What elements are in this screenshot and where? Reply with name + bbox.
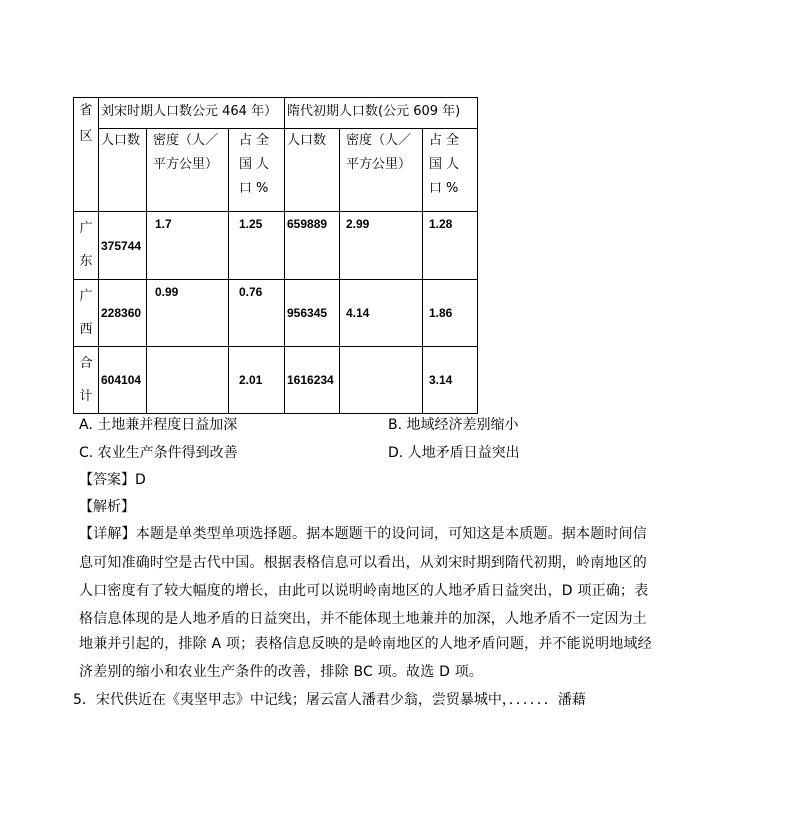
answer-line: 【答案】D <box>79 472 146 488</box>
table-cell: 956345 <box>285 280 340 347</box>
option-b: B. 地域经济差别缩小 <box>388 417 519 433</box>
table-cell: 4.14 <box>340 280 423 347</box>
region-cell: 合计 <box>74 347 99 414</box>
table-cell: 375744 <box>99 212 147 280</box>
table-cell: 0.76 <box>229 280 285 347</box>
table-cell: 659889 <box>285 212 340 280</box>
table-cell: 2.01 <box>229 347 285 414</box>
table-cell: 228360 <box>99 280 147 347</box>
group-header-liusong: 刘宋时期人口数公元 464 年） <box>99 98 285 129</box>
table-cell: 1.86 <box>423 280 478 347</box>
analysis-line: 息可知准确时空是古代中国。根据表格信息可以看出，从刘宋时期到隋代初期，岭南地区的 <box>79 555 647 571</box>
table-cell <box>340 347 423 414</box>
analysis-line: 地兼并引起的，排除 A 项；表格信息反映的是岭南地区的人地矛盾问题，并不能说明地域经 <box>79 636 652 652</box>
next-question: 5．宋代供近在《夷坚甲志》中记线；屠云富人潘君少翁，尝贸暴城中，．．．．．．潘藉 <box>73 692 586 708</box>
sub-header: 密度（人／平方公里） <box>340 129 423 212</box>
table-cell: 1.28 <box>423 212 478 280</box>
analysis-line: 济差别的缩小和农业生产条件的改善，排除 BC 项。故选 D 项。 <box>79 664 484 680</box>
option-a: A. 土地兼并程度日益加深 <box>79 417 238 433</box>
option-c: C. 农业生产条件得到改善 <box>79 445 238 461</box>
sub-header: 人口数 <box>285 129 340 212</box>
population-table <box>73 97 478 414</box>
sub-header: 密度（人／平方公里） <box>147 129 229 212</box>
sub-header: 人口数 <box>99 129 147 212</box>
analysis-line: 格信息体现的是人地矛盾的日益突出，并不能体现土地兼并的加深，人地矛盾不一定因为土 <box>79 611 647 627</box>
analysis-title: 【解析】 <box>79 499 135 515</box>
sub-header: 占全国人口% <box>423 129 478 212</box>
table-cell: 3.14 <box>423 347 478 414</box>
table-cell: 1.7 <box>147 212 229 280</box>
table-cell <box>147 347 229 414</box>
analysis-line: 【详解】本题是单类型单项选择题。据本题题干的设问词，可知这是本质题。据本题时间信 <box>79 526 647 542</box>
group-header-sui: 隋代初期人口数(公元 609 年) <box>285 98 478 129</box>
sub-header: 占全国人口% <box>229 129 285 212</box>
region-cell: 广西 <box>74 280 99 347</box>
region-cell: 广东 <box>74 212 99 280</box>
table-cell: 1.25 <box>229 212 285 280</box>
table-cell: 1616234 <box>285 347 340 414</box>
analysis-line: 人口密度有了较大幅度的增长，由此可以说明岭南地区的人地矛盾日益突出，D 项正确；表 <box>79 583 649 599</box>
table-cell: 604104 <box>99 347 147 414</box>
corner-header: 省区 <box>74 98 99 212</box>
table-cell: 2.99 <box>340 212 423 280</box>
table-cell: 0.99 <box>147 280 229 347</box>
option-d: D. 人地矛盾日益突出 <box>388 445 520 461</box>
